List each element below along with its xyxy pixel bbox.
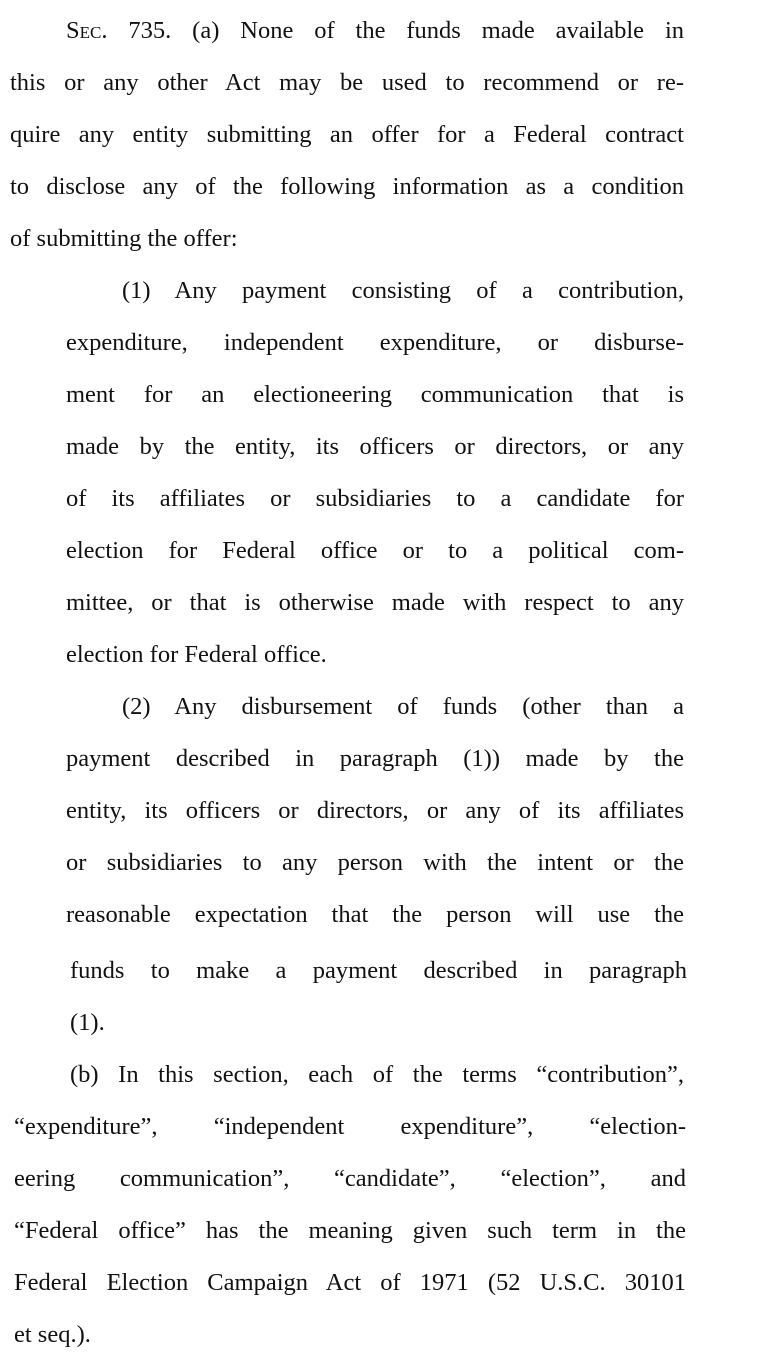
section-a-line: of submitting the offer: [10, 225, 238, 252]
paragraph-2-line: entity, its officers or directors, or any of its affiliates [66, 797, 684, 824]
section-b-line: “expenditure”, “independent expenditure”, “election- [14, 1113, 686, 1140]
section-b-line: et seq.). [14, 1321, 91, 1348]
section-label: Sec. [66, 17, 108, 44]
section-b-line: (b) In this section, each of the terms “contribution”, [70, 1061, 684, 1088]
paragraph-1-line: made by the entity, its officers or directors, or any [66, 433, 684, 460]
section-b-line: Federal Election Campaign Act of 1971 (52 U.S.C. 30101 [14, 1269, 686, 1296]
paragraph-2-line: (2) Any disbursement of funds (other than a [122, 693, 684, 720]
paragraph-1-line: of its affiliates or subsidiaries to a candidate for [66, 485, 684, 512]
paragraph-1-line: election for Federal office. [66, 641, 327, 668]
paragraph-2-line: (1). [70, 1009, 105, 1036]
paragraph-1-line: mittee, or that is otherwise made with respect to any [66, 589, 684, 616]
section-a-line [66, 16, 684, 46]
paragraph-1-line: election for Federal office or to a political com- [66, 537, 684, 564]
paragraph-2-line: reasonable expectation that the person will use the [66, 901, 684, 928]
paragraph-1-line: (1) Any payment consisting of a contribution, [122, 277, 684, 304]
paragraph-2-line: or subsidiaries to any person with the intent or the [66, 849, 684, 876]
section-a-line: quire any entity submitting an offer for a Federal contract [10, 121, 684, 148]
paragraph-2-line: funds to make a payment described in paragraph [70, 957, 687, 984]
section-a-text: 735. (a) None of the funds made available in [128, 17, 685, 44]
paragraph-1-line: expenditure, independent expenditure, or disburse- [66, 329, 684, 356]
section-a-line: to disclose any of the following information as a condition [10, 173, 684, 200]
section-a-line: this or any other Act may be used to recommend or re- [10, 69, 684, 96]
paragraph-1-line: ment for an electioneering communication that is [66, 381, 684, 408]
paragraph-2-line: payment described in paragraph (1)) made by the [66, 745, 684, 772]
section-b-line: “Federal office” has the meaning given such term in the [14, 1217, 686, 1244]
section-b-line: eering communication”, “candidate”, “election”, and [14, 1165, 686, 1192]
